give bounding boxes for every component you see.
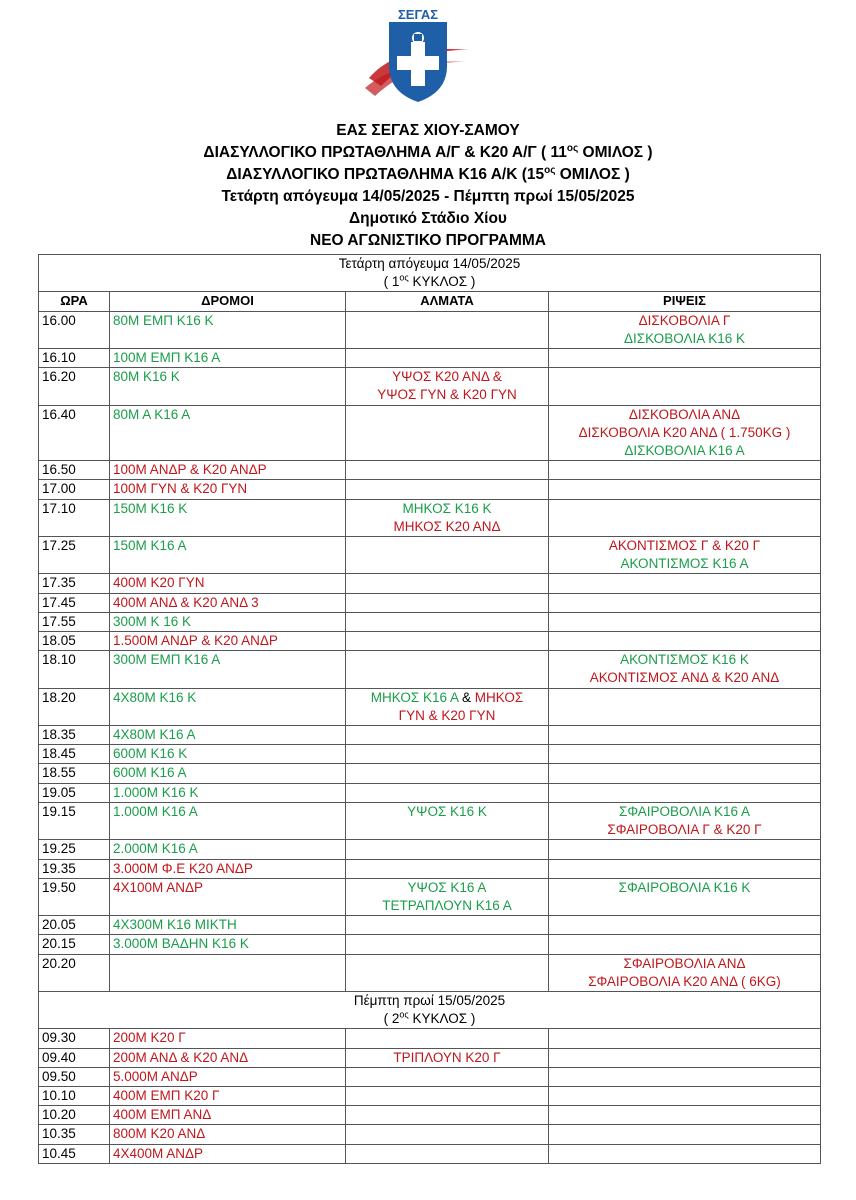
schedule-row bbox=[39, 783, 821, 802]
schedule-row bbox=[39, 878, 821, 915]
dromoi-cell bbox=[110, 745, 346, 764]
ripseis-cell bbox=[549, 954, 821, 991]
cell-line bbox=[552, 406, 817, 424]
schedule-row bbox=[39, 368, 821, 405]
event-text: ΣΦΑΙΡΟΒΟΛΙΑ Κ16 Κ bbox=[618, 879, 751, 895]
time-cell: 18.55 bbox=[39, 764, 110, 783]
col-header-ripseis: ΡΙΨΕΙΣ bbox=[549, 292, 821, 311]
time-cell: 18.05 bbox=[39, 632, 110, 651]
almata-cell bbox=[346, 1106, 549, 1125]
ripseis-cell bbox=[549, 802, 821, 839]
ripseis-cell bbox=[549, 935, 821, 954]
cell-line bbox=[113, 764, 342, 782]
day2-section-row bbox=[39, 991, 821, 1028]
dromoi-cell bbox=[110, 916, 346, 935]
almata-cell bbox=[346, 632, 549, 651]
cell-line bbox=[113, 1106, 342, 1124]
event-text: ΤΡΙΠΛΟΥΝ Κ20 Γ bbox=[393, 1049, 501, 1065]
time-cell: 16.40 bbox=[39, 405, 110, 461]
schedule-table bbox=[38, 254, 821, 1164]
event-text: 4Χ100Μ ΑΝΔΡ bbox=[113, 879, 204, 895]
ripseis-cell bbox=[549, 726, 821, 745]
ripseis-cell bbox=[549, 612, 821, 631]
event-text: 4Χ300Μ Κ16 ΜΙΚΤΗ bbox=[113, 917, 237, 933]
dromoi-cell bbox=[110, 405, 346, 461]
time-cell: 17.25 bbox=[39, 537, 110, 574]
dromoi-cell bbox=[110, 1048, 346, 1067]
dromoi-cell bbox=[110, 840, 346, 859]
ripseis-cell bbox=[549, 593, 821, 612]
almata-cell bbox=[346, 612, 549, 631]
almata-cell bbox=[346, 574, 549, 593]
cell-line bbox=[349, 689, 545, 707]
ripseis-cell bbox=[549, 368, 821, 405]
cell-line bbox=[113, 784, 342, 802]
cell-line bbox=[113, 349, 342, 367]
time-cell: 19.15 bbox=[39, 802, 110, 839]
col-header-time: ΩΡΑ bbox=[39, 292, 110, 311]
time-cell: 20.05 bbox=[39, 916, 110, 935]
schedule-row bbox=[39, 764, 821, 783]
dromoi-cell bbox=[110, 1106, 346, 1125]
schedule-row bbox=[39, 859, 821, 878]
cell-line bbox=[113, 1068, 342, 1086]
segas-logo bbox=[359, 8, 477, 106]
almata-cell bbox=[346, 783, 549, 802]
dromoi-cell bbox=[110, 651, 346, 688]
heading-program-title: ΝΕΟ ΑΓΩΝΙΣΤΙΚΟ ΠΡΟΓΡΑΜΜΑ bbox=[310, 232, 546, 249]
event-text: 4Χ80Μ Κ16 Α bbox=[113, 727, 196, 743]
dromoi-cell bbox=[110, 461, 346, 480]
almata-cell bbox=[346, 802, 549, 839]
schedule-row bbox=[39, 1106, 821, 1125]
almata-cell bbox=[346, 1086, 549, 1105]
cell-line bbox=[113, 461, 342, 479]
event-text: 80Μ Α Κ16 Α bbox=[113, 406, 191, 422]
cell-line bbox=[552, 442, 817, 460]
cell-line bbox=[113, 480, 342, 498]
cell-line bbox=[113, 726, 342, 744]
ripseis-cell bbox=[549, 1144, 821, 1163]
cell-line bbox=[349, 518, 545, 536]
dromoi-cell bbox=[110, 688, 346, 725]
almata-cell bbox=[346, 349, 549, 368]
schedule-row bbox=[39, 726, 821, 745]
schedule-row bbox=[39, 405, 821, 461]
schedule-row bbox=[39, 688, 821, 725]
time-cell: 20.15 bbox=[39, 935, 110, 954]
almata-cell bbox=[346, 368, 549, 405]
cell-line bbox=[113, 860, 342, 878]
event-text: 5.000Μ ΑΝΔΡ bbox=[113, 1068, 198, 1084]
event-text: ΜΗΚΟΣ Κ16 Α bbox=[370, 689, 459, 705]
ripseis-cell bbox=[549, 1029, 821, 1048]
document-heading bbox=[0, 120, 856, 252]
event-text: ΔΙΣΚΟΒΟΛΙΑ Γ bbox=[638, 312, 731, 328]
event-text: 150Μ Κ16 Κ bbox=[113, 500, 188, 516]
dromoi-cell bbox=[110, 1029, 346, 1048]
almata-cell bbox=[346, 1029, 549, 1048]
event-text: ΣΦΑΙΡΟΒΟΛΙΑ Κ16 Α bbox=[618, 803, 751, 819]
event-text: 1.500Μ ΑΝΔΡ & Κ20 ΑΝΔΡ bbox=[113, 633, 278, 649]
cell-line bbox=[113, 537, 342, 555]
cell-line bbox=[113, 312, 342, 330]
event-text: 1.000Μ Κ16 Κ bbox=[113, 784, 199, 800]
time-cell: 17.00 bbox=[39, 480, 110, 499]
col-header-dromoi: ΔΡΟΜΟΙ bbox=[110, 292, 346, 311]
cell-line bbox=[113, 406, 342, 424]
ripseis-cell bbox=[549, 405, 821, 461]
almata-cell bbox=[346, 726, 549, 745]
dromoi-cell bbox=[110, 612, 346, 631]
event-text: 300Μ Κ 16 Κ bbox=[113, 613, 192, 629]
time-cell: 09.30 bbox=[39, 1029, 110, 1048]
event-text: ΥΨΟΣ ΓΥΝ & Κ20 ΓΥΝ bbox=[377, 387, 517, 403]
time-cell: 16.20 bbox=[39, 368, 110, 405]
schedule-row bbox=[39, 1086, 821, 1105]
cell-line bbox=[113, 840, 342, 858]
almata-cell bbox=[346, 745, 549, 764]
logo-text: ΣΕΓΑΣ bbox=[397, 8, 439, 22]
schedule-row bbox=[39, 651, 821, 688]
dromoi-cell bbox=[110, 349, 346, 368]
dromoi-cell bbox=[110, 499, 346, 536]
almata-cell bbox=[346, 935, 549, 954]
ripseis-cell bbox=[549, 1106, 821, 1125]
ripseis-cell bbox=[549, 688, 821, 725]
almata-cell bbox=[346, 1067, 549, 1086]
event-text: ΜΗΚΟΣ Κ20 ΑΝΔ bbox=[393, 518, 501, 534]
day2-cycle: ( $2^{o\varsigma}$ ΚΥΚΛΟΣ ) bbox=[383, 1009, 476, 1027]
cell-line bbox=[113, 1145, 342, 1163]
event-text: ΑΚΟΝΤΙΣΜΟΣ ΑΝΔ & Κ20 ΑΝΔ bbox=[589, 670, 780, 686]
event-text: ΣΦΑΙΡΟΒΟΛΙΑ ΑΝΔ bbox=[623, 955, 746, 971]
cell-line bbox=[552, 821, 817, 839]
almata-cell bbox=[346, 764, 549, 783]
ripseis-cell bbox=[549, 574, 821, 593]
time-cell: 10.45 bbox=[39, 1144, 110, 1163]
ripseis-cell bbox=[549, 783, 821, 802]
schedule-row bbox=[39, 593, 821, 612]
time-cell: 09.50 bbox=[39, 1067, 110, 1086]
time-cell: 16.00 bbox=[39, 311, 110, 348]
cell-line bbox=[113, 879, 342, 897]
event-text: 800Μ Κ20 ΑΝΔ bbox=[113, 1126, 206, 1142]
schedule-row bbox=[39, 916, 821, 935]
schedule-row bbox=[39, 1067, 821, 1086]
event-text: ΤΕΤΡΑΠΛΟΥΝ Κ16 Α bbox=[382, 897, 512, 913]
ripseis-cell bbox=[549, 859, 821, 878]
schedule-row bbox=[39, 745, 821, 764]
event-text: 400Μ ΕΜΠ ΑΝΔ bbox=[113, 1107, 212, 1123]
ripseis-cell bbox=[549, 1048, 821, 1067]
time-cell: 09.40 bbox=[39, 1048, 110, 1067]
ripseis-cell bbox=[549, 499, 821, 536]
dromoi-cell bbox=[110, 802, 346, 839]
dromoi-cell bbox=[110, 764, 346, 783]
day1-section-header bbox=[39, 255, 821, 292]
heading-championship-ag: ΔΙΑΣΥΛΛΟΓΙΚΟ ΠΡΩΤΑΘΛΗΜΑ Α/Γ & Κ20 Α/Γ ( $11^{o\varsigma}$ ΟΜΙΛΟΣ ) bbox=[203, 142, 653, 161]
event-text: 3.000Μ Φ.Ε Κ20 ΑΝΔΡ bbox=[113, 860, 253, 876]
dromoi-cell bbox=[110, 537, 346, 574]
event-text: 3.000Μ ΒΑΔΗΝ Κ16 Κ bbox=[113, 936, 249, 952]
dromoi-cell bbox=[110, 878, 346, 915]
ripseis-cell bbox=[549, 764, 821, 783]
schedule-row bbox=[39, 461, 821, 480]
event-text: ΜΗΚΟΣ Κ16 Κ bbox=[402, 500, 492, 516]
dromoi-cell bbox=[110, 632, 346, 651]
event-text: 100Μ ΕΜΠ Κ16 Α bbox=[113, 350, 221, 366]
col-header-almata: ΑΛΜΑΤΑ bbox=[346, 292, 549, 311]
almata-cell bbox=[346, 688, 549, 725]
day2-title: Πέμπτη πρωί 15/05/2025 bbox=[353, 992, 506, 1008]
time-cell: 18.20 bbox=[39, 688, 110, 725]
event-text: ΣΦΑΙΡΟΒΟΛΙΑ Γ & Κ20 Γ bbox=[607, 822, 762, 838]
cell-line bbox=[552, 330, 817, 348]
schedule-row bbox=[39, 1144, 821, 1163]
cell-line bbox=[349, 707, 545, 725]
almata-cell bbox=[346, 537, 549, 574]
event-text: 2.000Μ Κ16 Α bbox=[113, 841, 198, 857]
time-cell: 19.05 bbox=[39, 783, 110, 802]
ripseis-cell bbox=[549, 878, 821, 915]
event-text: 600Μ Κ16 Α bbox=[113, 765, 187, 781]
ripseis-cell bbox=[549, 349, 821, 368]
almata-cell bbox=[346, 859, 549, 878]
cell-line bbox=[113, 632, 342, 650]
event-text: ΓΥΝ & Κ20 ΓΥΝ bbox=[398, 707, 496, 723]
event-text: ΜΗΚΟΣ bbox=[474, 689, 524, 705]
almata-cell bbox=[346, 878, 549, 915]
dromoi-cell bbox=[110, 1067, 346, 1086]
cell-line bbox=[113, 500, 342, 518]
ripseis-cell bbox=[549, 311, 821, 348]
time-cell: 17.10 bbox=[39, 499, 110, 536]
cell-line bbox=[113, 1029, 342, 1047]
ripseis-cell bbox=[549, 537, 821, 574]
ripseis-cell bbox=[549, 461, 821, 480]
cell-line bbox=[552, 803, 817, 821]
event-text: 400Μ ΑΝΔ & Κ20 ΑΝΔ 3 bbox=[113, 594, 259, 610]
almata-cell bbox=[346, 593, 549, 612]
cell-line bbox=[552, 879, 817, 897]
cell-line bbox=[349, 386, 545, 404]
schedule-row bbox=[39, 954, 821, 991]
ripseis-cell bbox=[549, 1125, 821, 1144]
cell-line bbox=[349, 500, 545, 518]
event-text: 600Μ Κ16 Κ bbox=[113, 746, 188, 762]
time-cell: 10.20 bbox=[39, 1106, 110, 1125]
almata-cell bbox=[346, 499, 549, 536]
ripseis-cell bbox=[549, 651, 821, 688]
event-text: 4Χ80Μ Κ16 Κ bbox=[113, 689, 197, 705]
schedule-row bbox=[39, 311, 821, 348]
cell-line bbox=[349, 803, 545, 821]
cell-line bbox=[113, 803, 342, 821]
cell-line bbox=[113, 935, 342, 953]
cell-line bbox=[552, 973, 817, 991]
cell-line bbox=[113, 689, 342, 707]
dromoi-cell bbox=[110, 480, 346, 499]
schedule-row bbox=[39, 1048, 821, 1067]
event-text: ΔΙΣΚΟΒΟΛΙΑ Κ16 Κ bbox=[623, 330, 746, 346]
heading-venue: Δημοτικό Στάδιο Χίου bbox=[349, 210, 507, 227]
heading-championship-k16: ΔΙΑΣΥΛΛΟΓΙΚΟ ΠΡΩΤΑΘΛΗΜΑ Κ16 Α/Κ ($15^{o\varsigma}$ ΟΜΙΛΟΣ ) bbox=[226, 164, 630, 183]
event-text: & bbox=[458, 689, 475, 705]
cell-line bbox=[552, 312, 817, 330]
almata-cell bbox=[346, 954, 549, 991]
event-text: 1.000Μ Κ16 Α bbox=[113, 803, 198, 819]
schedule-row bbox=[39, 537, 821, 574]
time-cell: 19.25 bbox=[39, 840, 110, 859]
event-text: 80Μ ΕΜΠ Κ16 Κ bbox=[113, 312, 214, 328]
schedule-row bbox=[39, 840, 821, 859]
dromoi-cell bbox=[110, 859, 346, 878]
ripseis-cell bbox=[549, 745, 821, 764]
event-text: ΔΙΣΚΟΒΟΛΙΑ Κ16 Α bbox=[624, 443, 745, 459]
dromoi-cell bbox=[110, 1086, 346, 1105]
cell-line bbox=[113, 651, 342, 669]
cell-line bbox=[113, 1087, 342, 1105]
ripseis-cell bbox=[549, 1086, 821, 1105]
dromoi-cell bbox=[110, 1125, 346, 1144]
event-text: 4Χ400Μ ΑΝΔΡ bbox=[113, 1145, 204, 1161]
dromoi-cell bbox=[110, 783, 346, 802]
day1-title: Τετάρτη απόγευμα 14/05/2025 bbox=[338, 256, 521, 271]
time-cell: 20.20 bbox=[39, 954, 110, 991]
time-cell: 17.35 bbox=[39, 574, 110, 593]
time-cell: 16.10 bbox=[39, 349, 110, 368]
cell-line bbox=[113, 574, 342, 592]
ripseis-cell bbox=[549, 632, 821, 651]
cell-line bbox=[349, 1049, 545, 1067]
schedule-row bbox=[39, 612, 821, 631]
ripseis-cell bbox=[549, 916, 821, 935]
almata-cell bbox=[346, 651, 549, 688]
cell-line bbox=[552, 669, 817, 687]
ripseis-cell bbox=[549, 1067, 821, 1086]
cell-line bbox=[113, 594, 342, 612]
almata-cell bbox=[346, 1048, 549, 1067]
dromoi-cell bbox=[110, 935, 346, 954]
cell-line bbox=[349, 879, 545, 897]
almata-cell bbox=[346, 480, 549, 499]
cell-line bbox=[552, 537, 817, 555]
time-cell: 18.35 bbox=[39, 726, 110, 745]
event-text: 150Μ Κ16 Α bbox=[113, 538, 187, 554]
cell-line bbox=[349, 897, 545, 915]
time-cell: 17.45 bbox=[39, 593, 110, 612]
schedule-row bbox=[39, 1125, 821, 1144]
heading-org: ΕΑΣ ΣΕΓΑΣ ΧΙΟΥ-ΣΑΜΟΥ bbox=[336, 122, 520, 139]
almata-cell bbox=[346, 405, 549, 461]
cell-line bbox=[113, 368, 342, 386]
dromoi-cell bbox=[110, 954, 346, 991]
cell-line bbox=[113, 1125, 342, 1143]
time-cell: 10.35 bbox=[39, 1125, 110, 1144]
dromoi-cell bbox=[110, 368, 346, 405]
event-text: ΑΚΟΝΤΙΣΜΟΣ Γ & Κ20 Γ bbox=[608, 538, 761, 554]
almata-cell bbox=[346, 840, 549, 859]
cell-line bbox=[552, 555, 817, 573]
time-cell: 16.50 bbox=[39, 461, 110, 480]
almata-cell bbox=[346, 1144, 549, 1163]
almata-cell bbox=[346, 1125, 549, 1144]
cell-line bbox=[349, 368, 545, 386]
almata-cell bbox=[346, 461, 549, 480]
event-text: ΔΙΣΚΟΒΟΛΙΑ Κ20 ΑΝΔ ( 1.750KG ) bbox=[578, 424, 791, 440]
event-text: ΑΚΟΝΤΙΣΜΟΣ Κ16 Κ bbox=[620, 652, 749, 668]
event-text: 80Μ Κ16 Κ bbox=[113, 369, 180, 385]
column-header-row bbox=[39, 292, 821, 311]
day2-section-header bbox=[39, 991, 821, 1028]
cell-line bbox=[552, 651, 817, 669]
schedule-row bbox=[39, 574, 821, 593]
event-text: 400Μ ΕΜΠ Κ20 Γ bbox=[113, 1087, 220, 1103]
time-cell: 19.35 bbox=[39, 859, 110, 878]
dromoi-cell bbox=[110, 726, 346, 745]
event-text: 200Μ Κ20 Γ bbox=[113, 1030, 186, 1046]
cell-line bbox=[113, 916, 342, 934]
cell-line bbox=[113, 1049, 342, 1067]
event-text: ΑΚΟΝΤΙΣΜΟΣ Κ16 Α bbox=[620, 556, 749, 572]
time-cell: 19.50 bbox=[39, 878, 110, 915]
time-cell: 18.45 bbox=[39, 745, 110, 764]
schedule-row bbox=[39, 499, 821, 536]
schedule-row bbox=[39, 1029, 821, 1048]
heading-dates: Τετάρτη απόγευμα 14/05/2025 - Πέμπτη πρωί 15/05/2025 bbox=[221, 188, 635, 205]
time-cell: 10.10 bbox=[39, 1086, 110, 1105]
ripseis-cell bbox=[549, 480, 821, 499]
schedule-row bbox=[39, 802, 821, 839]
cell-line bbox=[113, 613, 342, 631]
dromoi-cell bbox=[110, 311, 346, 348]
event-text: 100Μ ΓΥΝ & Κ20 ΓΥΝ bbox=[113, 481, 248, 497]
event-text: 400Μ Κ20 ΓΥΝ bbox=[113, 575, 205, 591]
dromoi-cell bbox=[110, 574, 346, 593]
event-text: 200Μ ΑΝΔ & Κ20 ΑΝΔ bbox=[113, 1049, 249, 1065]
almata-cell bbox=[346, 916, 549, 935]
schedule-row bbox=[39, 935, 821, 954]
event-text: ΔΙΣΚΟΒΟΛΙΑ ΑΝΔ bbox=[628, 406, 741, 422]
schedule-row bbox=[39, 480, 821, 499]
event-text: ΥΨΟΣ Κ16 Α bbox=[407, 879, 487, 895]
cell-line bbox=[552, 424, 817, 442]
event-text: 300Μ ΕΜΠ Κ16 Α bbox=[113, 652, 221, 668]
dromoi-cell bbox=[110, 1144, 346, 1163]
schedule-row bbox=[39, 632, 821, 651]
time-cell: 18.10 bbox=[39, 651, 110, 688]
cell-line bbox=[552, 955, 817, 973]
day1-section-row bbox=[39, 255, 821, 292]
event-text: ΥΨΟΣ Κ20 ΑΝΔ & bbox=[392, 369, 502, 385]
event-text: 100Μ ΑΝΔΡ & Κ20 ΑΝΔΡ bbox=[113, 462, 267, 478]
time-cell: 17.55 bbox=[39, 612, 110, 631]
dromoi-cell bbox=[110, 593, 346, 612]
event-text: ΥΨΟΣ Κ16 Κ bbox=[407, 803, 487, 819]
schedule-row bbox=[39, 349, 821, 368]
almata-cell bbox=[346, 311, 549, 348]
event-text: ΣΦΑΙΡΟΒΟΛΙΑ Κ20 ΑΝΔ ( 6KG) bbox=[588, 973, 781, 989]
ripseis-cell bbox=[549, 840, 821, 859]
day1-cycle: ( $1^{o\varsigma}$ ΚΥΚΛΟΣ ) bbox=[383, 272, 476, 290]
cell-line bbox=[113, 745, 342, 763]
